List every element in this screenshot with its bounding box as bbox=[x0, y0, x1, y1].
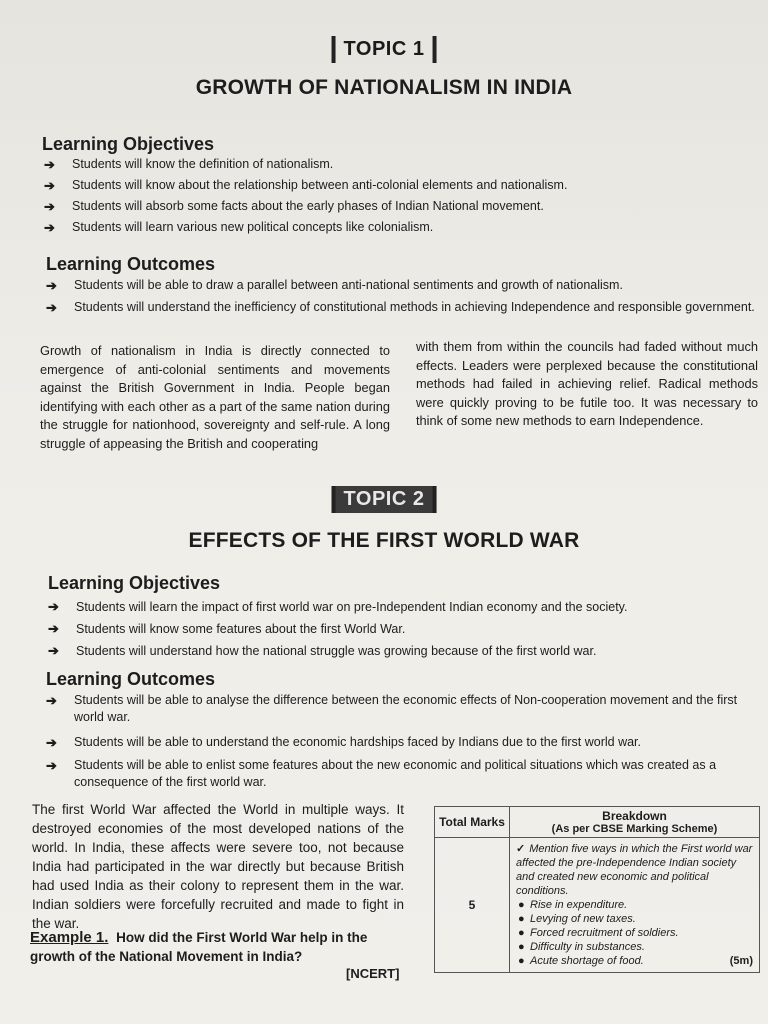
arrow-icon: ➔ bbox=[48, 643, 59, 658]
table-header-row bbox=[435, 807, 760, 838]
bullet-icon: ● bbox=[518, 899, 525, 911]
breakdown-header-sub: (As per CBSE Marking Scheme) bbox=[551, 823, 718, 835]
topic-1-objectives-list bbox=[42, 154, 742, 238]
topic-2-objectives-heading: Learning Objectives bbox=[48, 573, 221, 593]
bullet-icon: ● bbox=[518, 955, 525, 967]
list-item: ➔ Students will know the definition of nationalism. bbox=[42, 154, 742, 175]
check-icon: ✓ bbox=[516, 843, 526, 855]
topic-2-badge: TOPIC 2 bbox=[332, 486, 437, 513]
arrow-icon: ➔ bbox=[46, 278, 57, 293]
breakdown-cell bbox=[510, 838, 760, 973]
breakdown-intro: ✓ Mention five ways in which the First world war affected the pre-Independence Indian society and created new economic and political conditions. bbox=[516, 843, 753, 897]
arrow-icon: ➔ bbox=[44, 178, 55, 193]
arrow-icon: ➔ bbox=[44, 199, 55, 214]
marking-scheme-table bbox=[434, 806, 760, 973]
total-marks-header: Total Marks bbox=[435, 807, 510, 838]
list-item: ● Acute shortage of food. (5m) bbox=[518, 955, 753, 967]
bullet-icon: ● bbox=[518, 941, 525, 953]
bullet-icon: ● bbox=[518, 913, 525, 925]
topic-1-objectives-heading: Learning Objectives bbox=[42, 134, 215, 154]
list-item: ● Rise in expenditure. bbox=[518, 899, 628, 911]
topic-1-badge: TOPIC 1 bbox=[332, 36, 437, 63]
breakdown-header bbox=[510, 807, 760, 838]
example-question bbox=[30, 928, 408, 966]
topic-1-outcomes-list bbox=[44, 275, 756, 316]
breakdown-points bbox=[516, 898, 753, 968]
list-item: ➔ Students will know about the relationship between anti-colonial elements and nationalism. bbox=[42, 175, 742, 196]
list-item: ➔ Students will understand how the national struggle was growing because of the first world war. bbox=[46, 640, 758, 662]
topic-1-outcomes-heading: Learning Outcomes bbox=[46, 254, 216, 274]
topic-2-objectives-list bbox=[46, 596, 758, 662]
list-item: ➔ Students will be able to enlist some features about the new economic and political situations which was created as a consequence of the first world war. bbox=[46, 758, 717, 789]
list-item: ➔ Students will be able to draw a parallel between anti-national sentiments and growth of nationalism. bbox=[44, 275, 756, 296]
arrow-icon: ➔ bbox=[48, 621, 59, 636]
topic-1-title: GROWTH OF NATIONALISM IN INDIA bbox=[195, 76, 573, 99]
topic-1-paragraph-left: Growth of nationalism in India is directly connected to emergence of anti-colonial sentiments and movements against the British Government in India. People began identifying with each other as a part of the same nation during the struggle for nationhood, sovereignty and self-rule. A long struggle of appeasing the British and cooperating bbox=[40, 343, 390, 451]
arrow-icon: ➔ bbox=[46, 758, 57, 773]
bullet-icon: ● bbox=[518, 927, 525, 939]
topic-1-paragraph-right: with them from within the councils had faded without much effects. Leaders were perplexed because the constitutional methods had failed in achieving relief. Radical methods were quickly proving to be futile too. It was necessary to think of some new methods to earn Independence. bbox=[416, 339, 758, 428]
arrow-icon: ➔ bbox=[44, 220, 55, 235]
table-row bbox=[435, 838, 760, 973]
list-item: ➔ Students will be able to understand the economic hardships faced by Indians due to the first world war. bbox=[46, 735, 641, 750]
marks-note: (5m) bbox=[729, 955, 753, 967]
total-marks-value: 5 bbox=[435, 838, 510, 973]
example-source: [NCERT] bbox=[346, 966, 400, 981]
arrow-icon: ➔ bbox=[48, 599, 59, 614]
list-item: ➔ Students will learn the impact of first world war on pre-Independent Indian economy and the society. bbox=[46, 596, 758, 618]
arrow-icon: ➔ bbox=[46, 735, 57, 750]
example-label: Example 1. bbox=[30, 929, 109, 946]
list-item: ➔ Students will know some features about the first World War. bbox=[46, 618, 758, 640]
list-item: ● Difficulty in substances. bbox=[518, 941, 645, 953]
arrow-icon: ➔ bbox=[44, 157, 55, 172]
example-text: How did the First World War help in the growth of the National Movement in India? bbox=[30, 930, 368, 964]
topic-2-title: EFFECTS OF THE FIRST WORLD WAR bbox=[188, 529, 580, 552]
list-item: ● Levying of new taxes. bbox=[518, 913, 636, 925]
list-item: ➔ Students will learn various new political concepts like colonialism. bbox=[42, 217, 742, 238]
topic-2-paragraph: The first World War affected the World in multiple ways. It destroyed economies of the most developed nations of the world. In India, these affects were severe too, not because India had participated in the war directly but because British had used India as their colony to represent them in the war. Indian soldiers were forcefully recruited and made to fight in the war. bbox=[32, 802, 404, 931]
topic-2-outcomes-list bbox=[44, 692, 758, 791]
list-item: ➔ Students will understand the inefficiency of constitutional methods in achieving Independence and responsible government. bbox=[46, 300, 755, 315]
list-item: ➔ Students will be able to analyse the difference between the economic effects of Non-cooperation movement and the first world war. bbox=[46, 693, 738, 724]
arrow-icon: ➔ bbox=[46, 693, 57, 708]
list-item: ● Forced recruitment of soldiers. bbox=[518, 927, 679, 939]
arrow-icon: ➔ bbox=[46, 300, 57, 315]
list-item: ➔ Students will absorb some facts about the early phases of Indian National movement. bbox=[42, 196, 742, 217]
breakdown-header-title: Breakdown bbox=[602, 809, 667, 823]
topic-2-outcomes-heading: Learning Outcomes bbox=[46, 669, 216, 689]
